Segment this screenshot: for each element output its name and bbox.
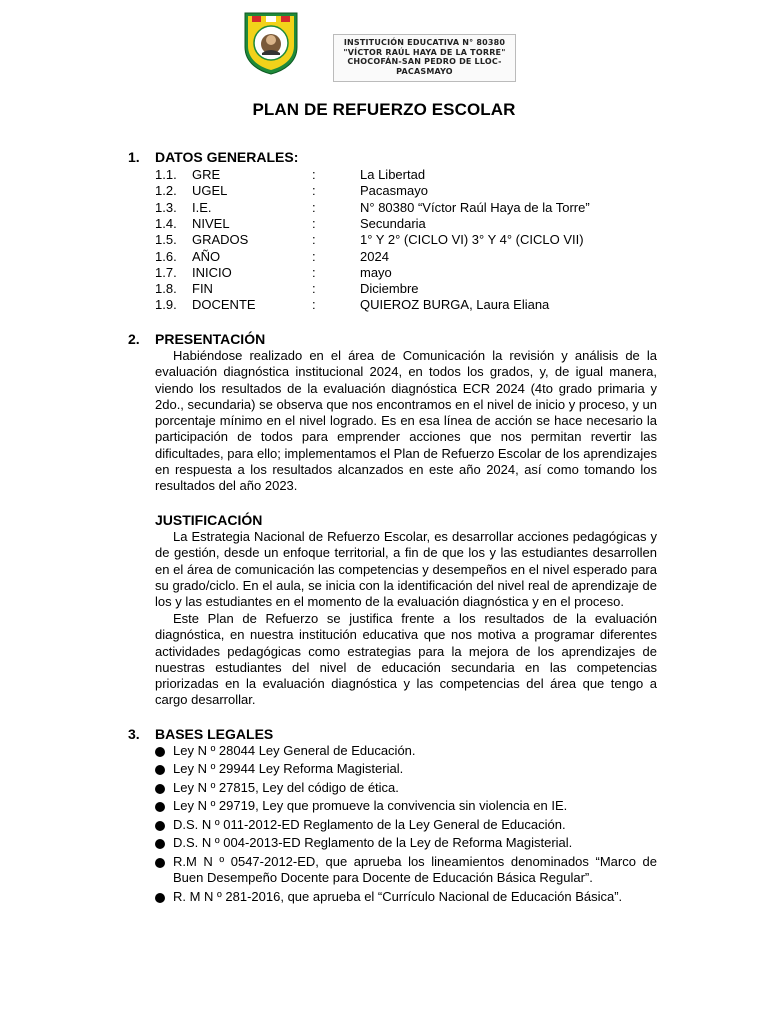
row-label: INICIO [192,264,232,280]
datos-row [155,249,675,265]
row-colon: : [312,264,316,280]
row-value: Pacasmayo [360,183,428,199]
row-number: 1.6. [155,248,177,264]
row-colon: : [312,199,316,215]
datos-row [155,265,675,281]
section-title: BASES LEGALES [155,726,274,742]
row-number: 1.4. [155,215,177,231]
bullet-icon [155,893,165,903]
row-value: N° 80380 “Víctor Raúl Haya de la Torre” [360,199,590,215]
section-title: JUSTIFICACIÓN [155,512,263,528]
row-label: DOCENTE [192,297,256,313]
row-label: UGEL [192,183,228,199]
bullet-icon [155,802,165,812]
list-item [155,743,657,759]
datos-row [155,167,675,183]
institution-stamp [333,34,516,82]
list-item-text: Ley N º 28044 Ley General de Educación. [173,743,416,758]
bullet-icon [155,858,165,868]
row-label: GRADOS [192,232,249,248]
institution-line-3: CHOCOFÁN-SAN PEDRO DE LLOC- [347,57,502,67]
list-item-text: R. M N º 281-2016, que aprueba el “Currículo Nacional de Educación Básica”. [173,888,623,904]
row-value: mayo [360,264,392,280]
list-item [155,835,657,851]
row-colon: : [312,215,316,231]
list-item [155,798,657,814]
school-shield-logo [243,11,299,75]
institution-line-1: INSTITUCIÓN EDUCATIVA N° 80380 [343,38,506,47]
datos-row [155,281,675,297]
datos-row [155,297,675,313]
row-number: 1.2. [155,183,177,199]
row-colon: : [312,232,316,248]
section-number: 3. [128,726,140,742]
datos-row [155,200,675,216]
list-item [155,889,657,905]
row-number: 1.3. [155,199,177,215]
row-value: Diciembre [360,281,419,297]
bullet-icon [155,821,165,831]
justificacion-paragraph-2: Este Plan de Refuerzo se justifica frente a los resultados de la evaluación diagnóstica, en nuestra institución educativa que nos motiva a programar diferentes actividades pedagógicas como estrategias para la mejora de los aprendizajes de nuestras estudiantes del nivel de educación secundaria en las competencias priorizadas en la evaluación diagnóstica y las competencias del área que tengo a cargo desarrollar. [155,611,657,708]
row-colon: : [312,281,316,297]
row-value: Secundaria [360,215,426,231]
section-title: PRESENTACIÓN [155,331,266,347]
row-number: 1.1. [155,167,177,182]
row-colon: : [312,167,316,182]
list-item-text: D.S. N º 011-2012-ED Reglamento de la Ley General de Educación. [173,816,566,832]
row-colon: : [312,248,316,264]
row-label: I.E. [192,199,212,215]
presentacion-paragraph: Habiéndose realizado en el área de Comunicación la revisión y análisis de la evaluación diagnóstica institucional 2024, en todos los grados, y, de igual manera, viendo los resultados de la evaluación diagnóstica ECR 2024 (4to grado primaria y 2do., secundaria) se observa que nos encontramos en el nivel de inicio y proceso, y un porcentaje mínimo en el nivel logrado. Es en esa línea de acción se hace necesario la participación de todos para emprender acciones que nos permitan revertir las dificultades, para ello; implementamos el Plan de Refuerzo Escolar de los aprendizajes en respuesta a los resultados alcanzados en este año 2024, así como tomando los resultados del año 2023. [155,348,657,494]
document-title: PLAN DE REFUERZO ESCOLAR [252,100,516,119]
list-item-text: Ley N º 27815, Ley del código de ética. [173,779,399,795]
list-item [155,780,657,796]
section-number: 2. [128,331,140,347]
list-item [155,817,657,833]
bullet-icon [155,765,165,775]
row-number: 1.7. [155,264,177,280]
list-item-text: Ley N º 29719, Ley que promueve la convivencia sin violencia en IE. [173,798,568,814]
row-number: 1.9. [155,297,177,313]
row-value: La Libertad [360,167,426,182]
row-label: NIVEL [192,215,230,231]
row-colon: : [312,183,316,199]
bullet-icon [155,839,165,849]
row-value: 1° Y 2° (CICLO VI) 3° Y 4° (CICLO VII) [360,232,584,248]
row-number: 1.5. [155,232,177,248]
datos-row [155,232,675,248]
institution-line-4: PACASMAYO [396,66,453,76]
datos-row [155,216,675,232]
list-item-text: R.M N º 0547-2012-ED, que aprueba los lineamientos denominados “Marco de Buen Desempeño Docente para Docente de Educación Básica Regular”. [173,853,657,886]
section-number: 1. [128,149,140,165]
row-label: AÑO [192,248,221,264]
institution-line-2: "VÍCTOR RAÚL HAYA DE LA TORRE" [343,47,506,57]
list-item-text: D.S. N º 004-2013-ED Reglamento de la Ley de Reforma Magisterial. [173,835,573,851]
list-item [155,854,657,887]
bullet-icon [155,747,165,757]
justificacion-paragraph-1: La Estrategia Nacional de Refuerzo Escolar, es desarrollar acciones pedagógicas y de gestión, desde un enfoque territorial, a fin de que los y las estudiantes desarrollen en el área de comunicación las competencias y desempeños en el nivel esperado para su grado/ciclo. En el aula, se inicia con la identificación del nivel real de aprendizaje de los y las estudiantes en el momento de la evaluación diagnóstica y en el proceso. [155,529,657,610]
row-label: GRE [192,167,221,182]
row-value: 2024 [360,248,389,264]
row-colon: : [312,297,316,313]
bases-legales-list [155,743,657,907]
row-number: 1.8. [155,281,177,297]
bullet-icon [155,784,165,794]
section-title: DATOS GENERALES: [155,149,299,165]
row-label: FIN [192,281,213,297]
list-item [155,761,657,777]
list-item-text: Ley N º 29944 Ley Reforma Magisterial. [173,761,404,777]
datos-row [155,183,675,199]
row-value: QUIEROZ BURGA, Laura Eliana [360,297,550,313]
